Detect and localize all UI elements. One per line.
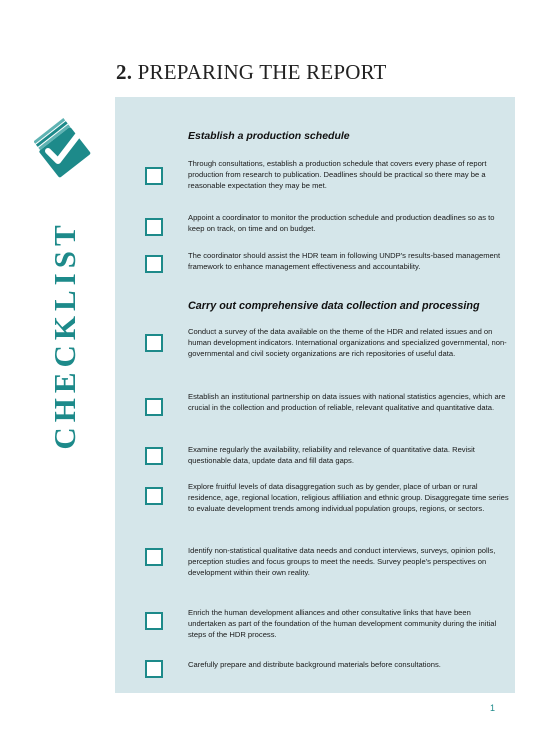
checklist-item-text: Establish an institutional partnership on data issues with national statistics agencies, which are crucial in the collection and production of reliable, relevant qualitative and quantitative data. [188,392,506,413]
checkbox[interactable] [145,398,163,416]
checklist-item-text: Examine regularly the availability, reliability and relevance of quantitative data. Revisit questionable data, update data and fill data gaps. [188,445,475,466]
page-number: 1 [490,703,496,713]
checkbox[interactable] [145,660,163,678]
section-number: 2. [116,60,133,84]
checkbox[interactable] [145,447,163,465]
section-heading-data-collection: Carry out comprehensive data collection and processing [188,300,480,312]
checkbox[interactable] [145,255,163,273]
checklist-item-text: The coordinator should assist the HDR team in following UNDP's results-based management framework to enhance management effectiveness and accountability. [188,251,501,272]
checklist-item-text: Enrich the human development alliances and other consultative links that have been undertaken as part of the foundation of the human development community during the initial steps of the HDR process. [188,608,497,640]
checklist-label: CHECKLIST [47,220,82,450]
checklist-item-text: Through consultations, establish a production schedule that covers every phase of report production from research to publication. Deadlines should be practical so there may be a reasonable expectation they may be met. [188,159,487,191]
checkbox[interactable] [145,334,163,352]
checkbox[interactable] [145,548,163,566]
checklist-item-text: Explore fruitful levels of data disaggregation such as by gender, place of urban or rural residence, age, regional location, religious affiliation and ethnic group. Disaggregate time series to evaluate development trends among individual population groups, regions, or sectors. [188,482,509,514]
checkbox[interactable] [145,218,163,236]
checkmark-book-icon [34,113,96,183]
checkbox[interactable] [145,612,163,630]
checklist-item-text: Carefully prepare and distribute background materials before consultations. [188,660,441,669]
checklist-item-text: Identify non-statistical qualitative data needs and conduct interviews, surveys, opinion polls, perception studies and focus groups to meet the needs. Survey people's perspectives on development within their own reality. [188,546,496,578]
page-title [116,60,387,85]
section-title: PREPARING THE REPORT [137,60,387,84]
checklist-item-text: Conduct a survey of the data available on the theme of the HDR and related issues and on human development indicators. International organizations and specialized governmental, non-governmental and civil society organizations are rich repositories of useful data. [188,327,507,359]
checklist-item-text: Appoint a coordinator to monitor the production schedule and production deadlines so as to keep on track, on time and on budget. [188,213,495,234]
checkbox[interactable] [145,487,163,505]
section-heading-production-schedule: Establish a production schedule [188,130,350,142]
checkbox[interactable] [145,167,163,185]
